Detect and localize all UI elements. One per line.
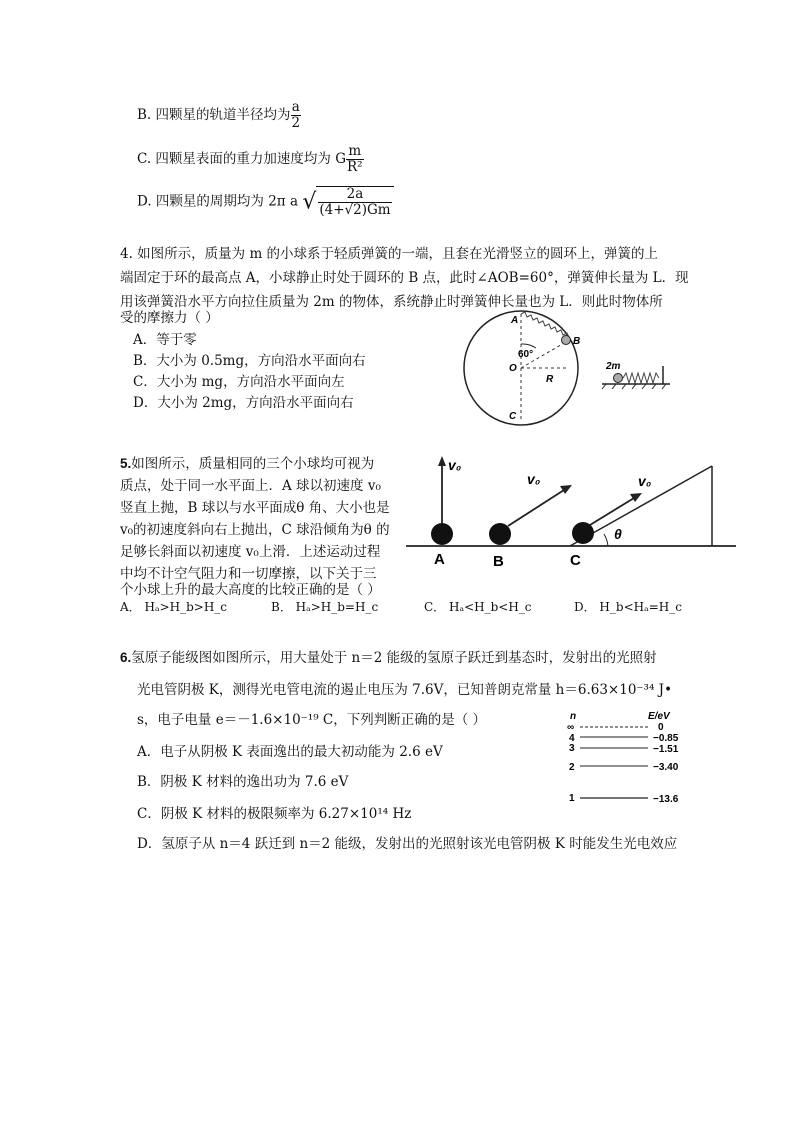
label-b: B [573, 336, 581, 347]
label-n: n [570, 711, 577, 722]
level-2-energy: −3.40 [653, 762, 679, 773]
q6-energy-level-diagram [560, 708, 710, 812]
q5-number: 5. [120, 456, 132, 471]
level-1-n: 1 [569, 793, 575, 804]
q4-stem-line-1: 4. 如图所示，质量为 m 的小球系于轻质弹簧的一端，且套在光滑竖立的圆环上，弹簧的上 [120, 246, 659, 262]
q5-stem-line-4: v₀的初速度斜向右上抛出，C 球沿倾角为θ 的 [120, 522, 390, 538]
label-a: A [511, 315, 519, 326]
label-v0-c: v₀ [638, 473, 652, 489]
q4-option-a: A．等于零 [133, 332, 197, 348]
level-4 [569, 733, 679, 744]
q3-option-c [137, 144, 364, 175]
q3-option-b-text: B. 四颗星的轨道半径均为 [137, 107, 291, 123]
q4-option-c: C．大小为 mg，方向沿水平面向左 [133, 374, 345, 390]
q6-stem-line-3: s，电子电量 e＝－1.6×10⁻¹⁹ C，下列判断正确的是（ ） [137, 712, 487, 728]
ball-b [562, 336, 571, 345]
arrow-b [508, 490, 564, 526]
label-o: O [509, 363, 517, 374]
level-inf-n: ∞ [567, 722, 575, 733]
theta-arc [604, 534, 608, 546]
angle-arc [521, 344, 536, 348]
arrow-c [590, 498, 634, 525]
q4-stem-line-3: 用该弹簧沿水平方向拉住质量为 2m 的物体，系统静止时弹簧伸长量也为 L．则此时物体所 [120, 294, 663, 310]
q5-option-b: B． Hₐ>H_b=H_c [271, 600, 379, 614]
q5-projectile-figure [404, 450, 744, 574]
q4-stem-line-2: 端固定于环的最高点 A，小球静止时处于圆环的 B 点，此时∠AOB=60°，弹簧伸长量为 L．现 [120, 270, 689, 286]
q5-option-c: C． Hₐ<H_b<H_c [424, 600, 532, 614]
arrowhead-c [630, 493, 642, 502]
q5-stem-line-6: 中均不计空气阻力和一切摩擦，以下关于三 [120, 566, 377, 582]
q5-stem-line-5: 足够长斜面以初速度 v₀上滑．上述运动过程 [120, 544, 381, 560]
q3-option-c-text: C. 四颗星表面的重力加速度均为 G [137, 151, 347, 167]
q3-option-d-text: D. 四颗星的周期均为 2π a [137, 193, 299, 210]
q6-number: 6. [120, 650, 132, 665]
q5-stem-line-3: 竖直上抛，B 球以与水平面成θ 角、大小也是 [120, 500, 390, 516]
level-4-n: 4 [569, 733, 575, 744]
arrowhead-a [438, 456, 446, 466]
q3-option-d-denominator: (4+√2)Gm [319, 202, 391, 218]
q5-option-d: D． H_b<Hₐ=H_c [574, 600, 682, 614]
label-ball-c: C [570, 552, 581, 569]
horizontal-spring [623, 373, 659, 383]
label-theta: θ [614, 526, 622, 542]
level-2-n: 2 [569, 762, 575, 773]
level-3-n: 3 [569, 743, 575, 754]
q4-option-d: D．大小为 2mg，方向沿水平面向右 [133, 395, 354, 411]
label-ball-b: B [493, 553, 504, 570]
q5-stem-text-1: 如图所示，质量相同的三个小球均可视为 [131, 456, 375, 472]
q3-option-c-numerator: m [346, 144, 364, 160]
level-3-energy: −1.51 [653, 744, 679, 755]
q3-option-c-fraction [346, 144, 364, 175]
q5-stem-line-1 [120, 452, 374, 472]
level-1 [569, 793, 679, 805]
q5-option-a: A． Hₐ>H_b>H_c [120, 600, 228, 614]
q4-stem-line-4: 受的摩擦力（ ） [120, 310, 219, 326]
ball-a [431, 523, 453, 545]
q6-option-b: B．阴极 K 材料的逸出功为 7.6 eV [137, 774, 349, 790]
label-v0-a: v₀ [448, 457, 462, 473]
q5-stem-line-2: 质点，处于同一水平面上．A 球以初速度 v₀ [120, 478, 381, 494]
q3-option-b [137, 100, 301, 131]
q5-stem-line-7: 个小球上升的最大高度的比较正确的是（ ） [120, 582, 381, 598]
level-inf [567, 722, 664, 733]
level-4-energy: −0.85 [653, 733, 679, 744]
q3-option-c-denominator: R² [347, 159, 363, 175]
q3-option-d [137, 186, 394, 218]
label-mass: 2m [606, 361, 621, 372]
q6-stem-line-1 [120, 646, 657, 666]
q4-option-b: B．大小为 0.5mg，方向沿水平面向右 [133, 353, 366, 369]
q3-option-b-denominator: 2 [291, 115, 301, 131]
sqrt-sign: √ [302, 189, 317, 215]
q3-option-d-numerator: 2a [318, 187, 391, 203]
level-1-energy: −13.6 [653, 794, 679, 805]
ball-b [489, 523, 511, 545]
q3-option-d-radicand [316, 186, 393, 218]
arrowhead-b [560, 485, 572, 494]
label-energy-unit: E/eV [648, 711, 670, 722]
level-2 [569, 762, 679, 773]
label-angle: 60° [518, 349, 534, 360]
q4-ring-spring-figure [458, 300, 698, 436]
level-inf-energy: 0 [658, 722, 664, 733]
label-v0-b: v₀ [527, 471, 541, 487]
q6-stem-line-2: 光电管阴极 K，测得光电管电流的遏止电压为 7.6V，已知普朗克常量 h＝6.63×10⁻³⁴ J• [137, 682, 673, 698]
q3-option-b-fraction [291, 100, 302, 131]
label-r: R [546, 374, 554, 385]
q6-option-d: D．氢原子从 n＝4 跃迁到 n＝2 能级，发射出的光照射该光电管阴极 K 时能发生光电效应 [137, 836, 678, 852]
q3-option-b-numerator: a [291, 99, 300, 115]
q6-option-c: C．阴极 K 材料的极限频率为 6.27×10¹⁴ Hz [137, 806, 412, 822]
level-3 [569, 743, 679, 755]
block-2m [614, 374, 623, 383]
label-c: C [509, 411, 517, 422]
label-ball-a: A [434, 551, 445, 568]
q6-stem-text-1: 氢原子能级图如图所示，用大量处于 n＝2 能级的氢原子跃迁到基态时，发射出的光照射 [131, 650, 657, 666]
q3-option-d-fraction [318, 187, 391, 218]
q6-option-a: A．电子从阴极 K 表面逸出的最大初动能为 2.6 eV [137, 744, 443, 760]
